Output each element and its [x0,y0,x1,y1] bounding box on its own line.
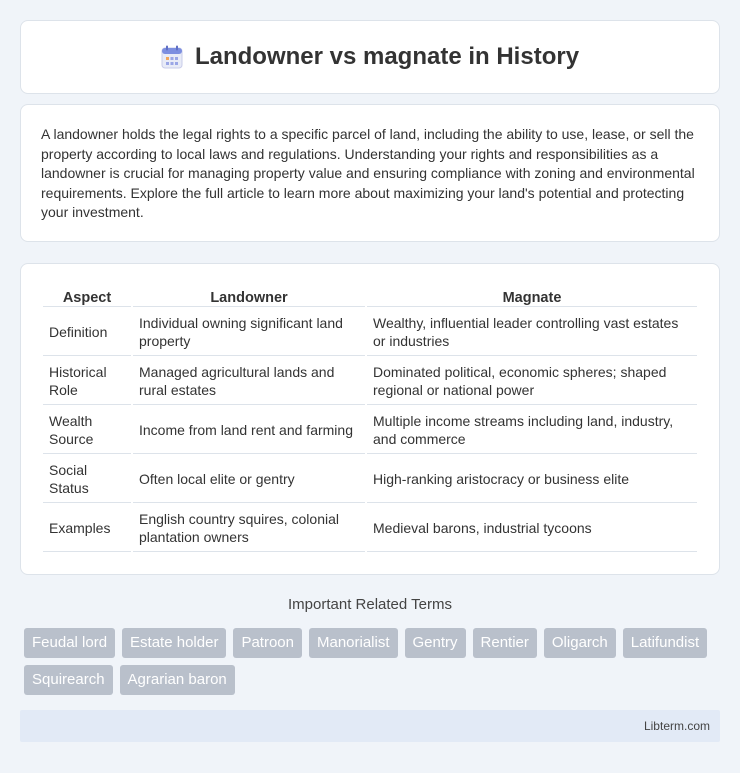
table-row [43,456,697,503]
comparison-table [41,284,699,554]
table-cell-landowner: English country squires, colonial plantation owners [133,505,365,552]
table-row [43,505,697,552]
table-cell-magnate: High-ranking aristocracy or business elite [367,456,697,503]
related-term-tag[interactable]: Latifundist [623,628,707,658]
related-term-tag[interactable]: Agrarian baron [120,665,235,695]
related-terms-list [24,628,724,695]
table-cell-landowner: Managed agricultural lands and rural estates [133,358,365,405]
table-cell-aspect: Social Status [43,456,131,503]
column-header-magnate: Magnate [367,286,697,307]
table-cell-aspect: Wealth Source [43,407,131,454]
intro-text: A landowner holds the legal rights to a specific parcel of land, including the ability to use, lease, or sell the property according to local laws and regulations. Understanding your rights and responsibilities as a landowner is crucial for managing property value and ensuring compliance with zoning and environmental requirements. Explore the full article to learn more about maximizing your land's potential and protecting your investment. [41,126,695,221]
related-term-tag[interactable]: Squirearch [24,665,113,695]
table-cell-magnate: Medieval barons, industrial tycoons [367,505,697,552]
related-term-tag[interactable]: Estate holder [122,628,226,658]
table-cell-magnate: Wealthy, influential leader controlling vast estates or industries [367,309,697,356]
page-title: Landowner vs magnate in History [194,43,580,70]
intro-card [20,104,720,242]
column-header-landowner: Landowner [133,286,365,307]
header-card [20,20,720,94]
related-term-tag[interactable]: Gentry [405,628,466,658]
related-term-tag[interactable]: Manorialist [309,628,398,658]
table-row [43,309,697,356]
table-cell-landowner: Income from land rent and farming [133,407,365,454]
calendar-icon [161,45,183,69]
related-terms-title: Important Related Terms [288,596,452,613]
table-cell-aspect: Historical Role [43,358,131,405]
table-cell-landowner: Often local elite or gentry [133,456,365,503]
table-cell-aspect: Examples [43,505,131,552]
footer [20,710,720,742]
footer-site-link[interactable]: Libterm.com [643,719,710,733]
table-row [43,358,697,405]
column-header-aspect: Aspect [43,286,131,307]
table-cell-aspect: Definition [43,309,131,356]
related-term-tag[interactable]: Patroon [233,628,302,658]
table-cell-magnate: Dominated political, economic spheres; shaped regional or national power [367,358,697,405]
related-term-tag[interactable]: Feudal lord [24,628,115,658]
table-cell-landowner: Individual owning significant land property [133,309,365,356]
table-cell-magnate: Multiple income streams including land, industry, and commerce [367,407,697,454]
table-header-row [43,286,697,307]
table-row [43,407,697,454]
related-term-tag[interactable]: Oligarch [544,628,616,658]
related-term-tag[interactable]: Rentier [473,628,537,658]
comparison-card [20,263,720,575]
